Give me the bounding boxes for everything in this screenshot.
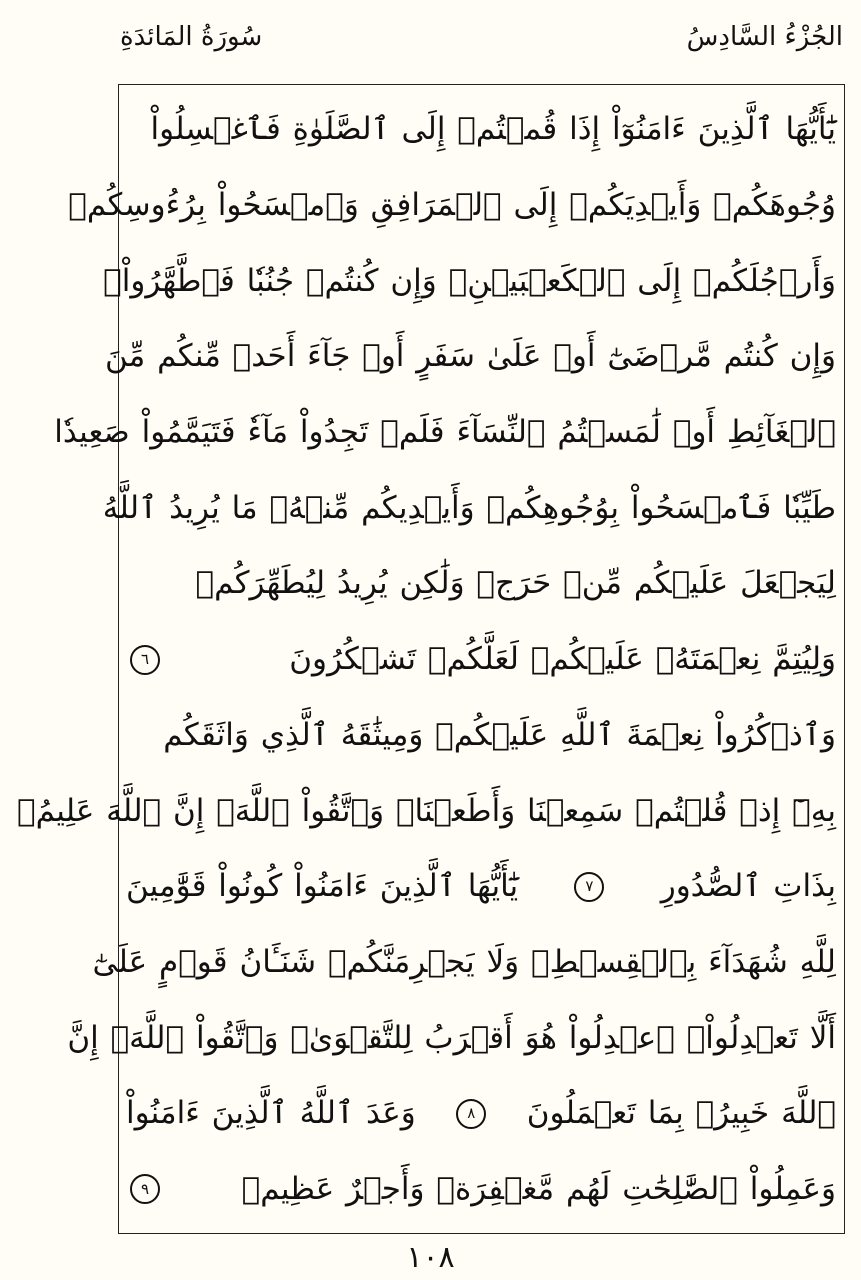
line-text: وَإِن كُنتُم مَّرۡضَىٰٓ أَوۡ عَلَىٰ سَفَرٍ أَوۡ جَآءَ أَحَدٞ مِّنكُم مِّنَ	[105, 338, 836, 375]
quran-text	[16, 92, 836, 1228]
line-text: طَيِّبٗا فَٱمۡسَحُواْ بِوُجُوهِكُمۡ وَأَيۡدِيكُم مِّنۡهُۚ مَا يُرِيدُ ٱللَّهُ	[102, 489, 836, 526]
ayah-number-marker: ٩	[130, 1174, 160, 1204]
page-header	[0, 10, 861, 70]
surah-title: سُورَةُ المَائدَةِ	[120, 22, 263, 52]
line-text: أَلَّا تَعۡدِلُواْۚ ٱعۡدِلُواْ هُوَ أَقۡرَبُ لِلتَّقۡوَىٰۖ وَٱتَّقُواْ ٱللَّهَۚ إِنَّ	[67, 1019, 836, 1056]
text-line	[126, 1076, 836, 1152]
line-text: يَٰٓأَيُّهَا ٱلَّذِينَ ءَامَنُوٓاْ إِذَا قُمۡتُمۡ إِلَى ٱلصَّلَوٰةِ فَٱغۡسِلُواْ	[150, 111, 836, 148]
ayah-number-marker: ٦	[130, 645, 160, 675]
text-line	[126, 1152, 836, 1228]
line-text: ٱللَّهَ خَبِيرُۢ بِمَا تَعۡمَلُونَ	[526, 1095, 836, 1132]
line-text: وَعَمِلُواْ ٱلصَّٰلِحَٰتِ لَهُم مَّغۡفِرَةٞ وَأَجۡرٌ عَظِيمٞ	[241, 1170, 836, 1207]
text-line	[67, 1000, 836, 1076]
text-line	[105, 319, 836, 395]
text-line	[126, 849, 836, 925]
line-text-continued: وَعَدَ ٱللَّهُ ٱلَّذِينَ ءَامَنُواْ	[126, 1095, 416, 1132]
line-text: وَأَرۡجُلَكُمۡ إِلَى ٱلۡكَعۡبَيۡنِۚ وَإِن كُنتُمۡ جُنُبٗا فَٱطَّهَّرُواْۚ	[103, 262, 836, 299]
text-line	[92, 925, 836, 1001]
line-text: بِذَاتِ ٱلصُّدُورِ	[660, 868, 836, 905]
line-text: وَلِيُتِمَّ نِعۡمَتَهُۥ عَلَيۡكُمۡ لَعَلَّكُمۡ تَشۡكُرُونَ	[289, 641, 836, 678]
text-line	[54, 395, 836, 471]
line-text: ٱلۡغَآئِطِ أَوۡ لَٰمَسۡتُمُ ٱلنِّسَآءَ فَلَمۡ تَجِدُواْ مَآءٗ فَتَيَمَّمُواْ صَعِيدٗا	[54, 414, 836, 451]
ayah-number-marker: ٨	[456, 1099, 486, 1129]
line-text-continued: يَٰٓأَيُّهَا ٱلَّذِينَ ءَامَنُواْ كُونُواْ قَوَّٰمِينَ	[126, 868, 519, 905]
text-line	[103, 243, 836, 319]
text-line	[126, 622, 836, 698]
text-line	[16, 773, 836, 849]
line-text: لِلَّهِ شُهَدَآءَ بِٱلۡقِسۡطِۖ وَلَا يَجۡرِمَنَّكُمۡ شَنَـَٔانُ قَوۡمٍ عَلَىٰٓ	[92, 943, 836, 980]
text-line	[102, 470, 836, 546]
line-text: لِيَجۡعَلَ عَلَيۡكُم مِّنۡ حَرَجٖ وَلَٰكِن يُرِيدُ لِيُطَهِّرَكُمۡ	[195, 565, 836, 602]
ayah-number-marker: ٧	[574, 872, 604, 902]
page-number: ١٠٨	[406, 1240, 455, 1275]
text-line	[126, 698, 836, 774]
juz-title: الجُزْءُ السَّادِسُ	[686, 22, 843, 52]
text-line	[126, 546, 836, 622]
line-text: بِهِۦٓ إِذۡ قُلۡتُمۡ سَمِعۡنَا وَأَطَعۡنَاۖ وَٱتَّقُواْ ٱللَّهَۚ إِنَّ ٱللَّهَ عَلِيمُۢ	[16, 792, 836, 829]
line-text: وَٱذۡكُرُواْ نِعۡمَةَ ٱللَّهِ عَلَيۡكُمۡ وَمِيثَٰقَهُ ٱلَّذِي وَاثَقَكُم	[163, 716, 836, 753]
line-text: وُجُوهَكُمۡ وَأَيۡدِيَكُمۡ إِلَى ٱلۡمَرَافِقِ وَٱمۡسَحُواْ بِرُءُوسِكُمۡ	[68, 187, 836, 224]
text-line	[126, 92, 836, 168]
text-line	[68, 168, 836, 244]
